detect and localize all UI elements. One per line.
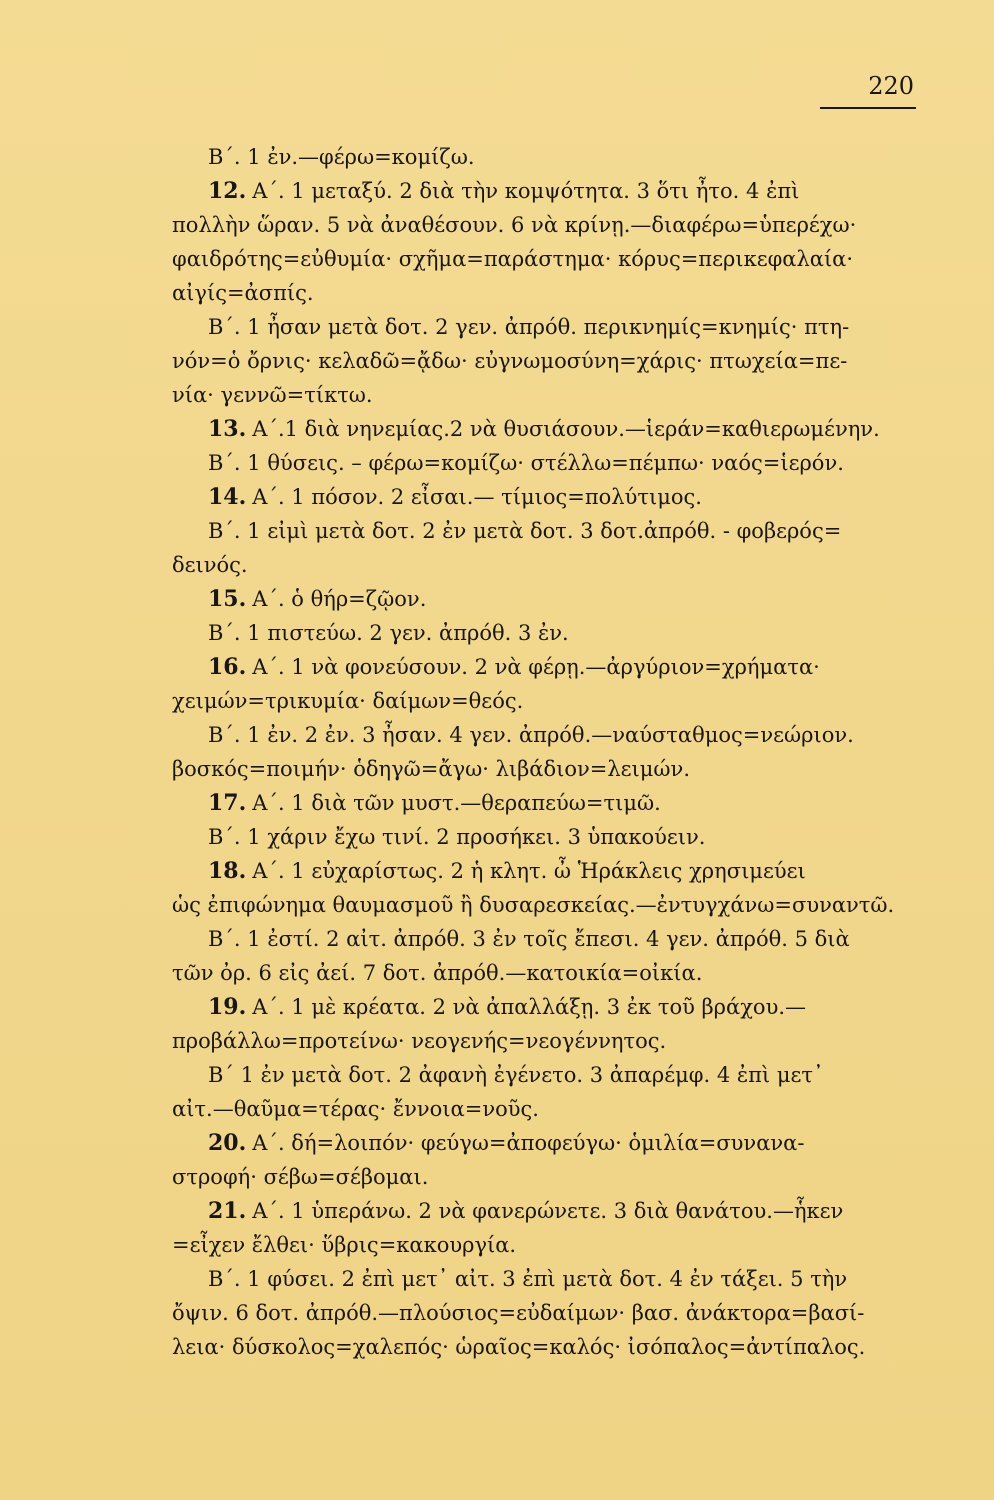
text-line: [172, 956, 932, 990]
line-text: Β΄. 1 εἰμὶ μετὰ δοτ. 2 ἐν μετὰ δοτ. 3 δοτ.ἀπρόθ. - φοβερός=: [208, 519, 842, 543]
line-text: Β΄. 1 ἐστί. 2 αἰτ. ἀπρόθ. 3 ἐν τοῖς ἔπεσι. 4 γεν. ἀπρόθ. 5 διὰ: [208, 927, 850, 951]
exercise-number: 15.: [208, 586, 247, 612]
text-line: [172, 1330, 932, 1364]
text-line: [172, 616, 932, 650]
line-text: =εἶχεν ἔλθει· ὕβρις=κακουργία.: [172, 1233, 517, 1257]
line-text: Β΄. 1 ἦσαν μετὰ δοτ. 2 γεν. ἀπρόθ. περικνημίς=κνημίς· πτη-: [208, 315, 850, 339]
line-text: αἰγίς=ἀσπίς.: [172, 281, 314, 305]
line-text: Β΄. 1 ἐν.—φέρω=κομίζω.: [208, 145, 475, 169]
line-text: Β΄. 1 ἐν. 2 ἐν. 3 ἦσαν. 4 γεν. ἀπρόθ.—ναύσταθμος=νεώριον.: [208, 723, 854, 747]
text-line: [172, 208, 932, 242]
line-text: ὡς ἐπιφώνημα θαυμασμοῦ ἢ δυσαρεσκείας.—ἐντυγχάνω=συναντῶ.: [172, 893, 895, 917]
text-line: [172, 446, 932, 480]
line-text: Β΄ 1 ἐν μετὰ δοτ. 2 ἀφανὴ ἐγένετο. 3 ἀπαρέμφ. 4 ἐπὶ μετ᾽: [208, 1063, 824, 1087]
exercise-number: 16.: [208, 654, 247, 680]
text-line: [172, 684, 932, 718]
line-text: βοσκός=ποιμήν· ὁδηγῶ=ἄγω· λιβάδιον=λειμών.: [172, 757, 690, 781]
exercise-number: 19.: [208, 994, 247, 1020]
text-line: [172, 514, 932, 548]
line-text: Β΄. 1 χάριν ἔχω τινί. 2 προσήκει. 3 ὑπακούειν.: [208, 825, 706, 849]
line-text: Α΄. 1 διὰ τῶν μυστ.—θεραπεύω=τιμῶ.: [252, 791, 661, 815]
text-line: [172, 718, 932, 752]
text-line: [172, 480, 932, 514]
text-line: [172, 888, 932, 922]
line-text: προβάλλω=προτείνω· νεογενής=νεογέννητος.: [172, 1029, 667, 1053]
text-line: [172, 174, 932, 208]
line-text: φαιδρότης=εὐθυμία· σχῆμα=παράστημα· κόρυς=περικεφαλαία·: [172, 247, 854, 271]
line-text: στροφή· σέβω=σέβομαι.: [172, 1165, 429, 1189]
text-line: [172, 752, 932, 786]
text-line: [172, 1024, 932, 1058]
line-text: Β΄. 1 θύσεις. – φέρω=κομίζω· στέλλω=πέμπω· ναός=ἱερόν.: [208, 451, 844, 475]
line-text: νία· γεννῶ=τίκτω.: [172, 383, 373, 407]
text-line: [172, 1194, 932, 1228]
exercise-number: 12.: [208, 178, 247, 204]
line-text: Α΄. 1 μεταξύ. 2 διὰ τὴν κομψότητα. 3 ὅτι ἦτο. 4 ἐπὶ: [252, 179, 800, 203]
text-line: [172, 1092, 932, 1126]
text-line: [172, 242, 932, 276]
page-number: 220: [868, 72, 914, 100]
exercise-number: 18.: [208, 858, 247, 884]
page-number-rule: [820, 107, 916, 109]
line-text: Β΄. 1 πιστεύω. 2 γεν. ἀπρόθ. 3 ἐν.: [208, 621, 569, 645]
line-text: Α΄. 1 πόσον. 2 εἶσαι.— τίμιος=πολύτιμος.: [252, 485, 702, 509]
exercise-number: 17.: [208, 790, 247, 816]
line-text: Α΄. 1 νὰ φονεύσουν. 2 νὰ φέρῃ.—ἀργύριον=χρήματα·: [252, 655, 820, 679]
text-line: [172, 1296, 932, 1330]
text-line: [172, 922, 932, 956]
line-text: νόν=ὁ ὄρνις· κελαδῶ=ᾄδω· εὐγνωμοσύνη=χάρις· πτωχεία=πε-: [172, 349, 848, 373]
text-line: [172, 854, 932, 888]
line-text: Α΄. 1 μὲ κρέατα. 2 νὰ ἀπαλλάξῃ. 3 ἐκ τοῦ βράχου.—: [252, 995, 807, 1019]
line-text: ὄψιν. 6 δοτ. ἀπρόθ.—πλούσιος=εὐδαίμων· βασ. ἀνάκτορα=βασί-: [172, 1301, 865, 1325]
text-line: [172, 990, 932, 1024]
answer-key-text: [172, 140, 932, 1364]
exercise-number: 21.: [208, 1198, 247, 1224]
text-line: [172, 310, 932, 344]
exercise-number: 14.: [208, 484, 247, 510]
text-line: [172, 140, 932, 174]
text-line: [172, 582, 932, 616]
text-line: [172, 548, 932, 582]
line-text: αἰτ.—θαῦμα=τέρας· ἔννοια=νοῦς.: [172, 1097, 539, 1121]
text-line: [172, 344, 932, 378]
line-text: τῶν ὀρ. 6 εἰς ἀεί. 7 δοτ. ἀπρόθ.—κατοικία=οἰκία.: [172, 961, 703, 985]
text-line: [172, 1160, 932, 1194]
line-text: λεια· δύσκολος=χαλεπός· ὡραῖος=καλός· ἰσόπαλος=ἀντίπαλος.: [172, 1335, 866, 1359]
line-text: χειμών=τρικυμία· δαίμων=θεός.: [172, 689, 524, 713]
text-line: [172, 412, 932, 446]
text-line: [172, 650, 932, 684]
text-line: [172, 1058, 932, 1092]
line-text: Α΄. δή=λοιπόν· φεύγω=ἀποφεύγω· ὁμιλία=συνανα-: [252, 1131, 805, 1155]
line-text: Β΄. 1 φύσει. 2 ἐπὶ μετ᾽ αἰτ. 3 ἐπὶ μετὰ δοτ. 4 ἐν τάξει. 5 τὴν: [208, 1267, 848, 1291]
text-line: [172, 1228, 932, 1262]
line-text: Α΄. ὁ θήρ=ζῷον.: [252, 587, 427, 611]
text-line: [172, 1262, 932, 1296]
line-text: Α΄.1 διὰ νηνεμίας.2 νὰ θυσιάσουν.—ἱεράν=καθιερωμένην.: [252, 417, 880, 441]
text-line: [172, 786, 932, 820]
line-text: δεινός.: [172, 553, 248, 577]
line-text: Α΄. 1 εὐχαρίστως. 2 ἡ κλητ. ὦ Ἡράκλεις χρησιμεύει: [252, 859, 806, 883]
line-text: Α΄. 1 ὑπεράνω. 2 νὰ φανερώνετε. 3 διὰ θανάτου.—ἧκεν: [252, 1199, 844, 1223]
text-line: [172, 820, 932, 854]
exercise-number: 20.: [208, 1130, 247, 1156]
text-line: [172, 276, 932, 310]
text-line: [172, 1126, 932, 1160]
text-line: [172, 378, 932, 412]
line-text: πολλὴν ὥραν. 5 νὰ ἀναθέσουν. 6 νὰ κρίνῃ.—διαφέρω=ὑπερέχω·: [172, 213, 857, 237]
exercise-number: 13.: [208, 416, 247, 442]
